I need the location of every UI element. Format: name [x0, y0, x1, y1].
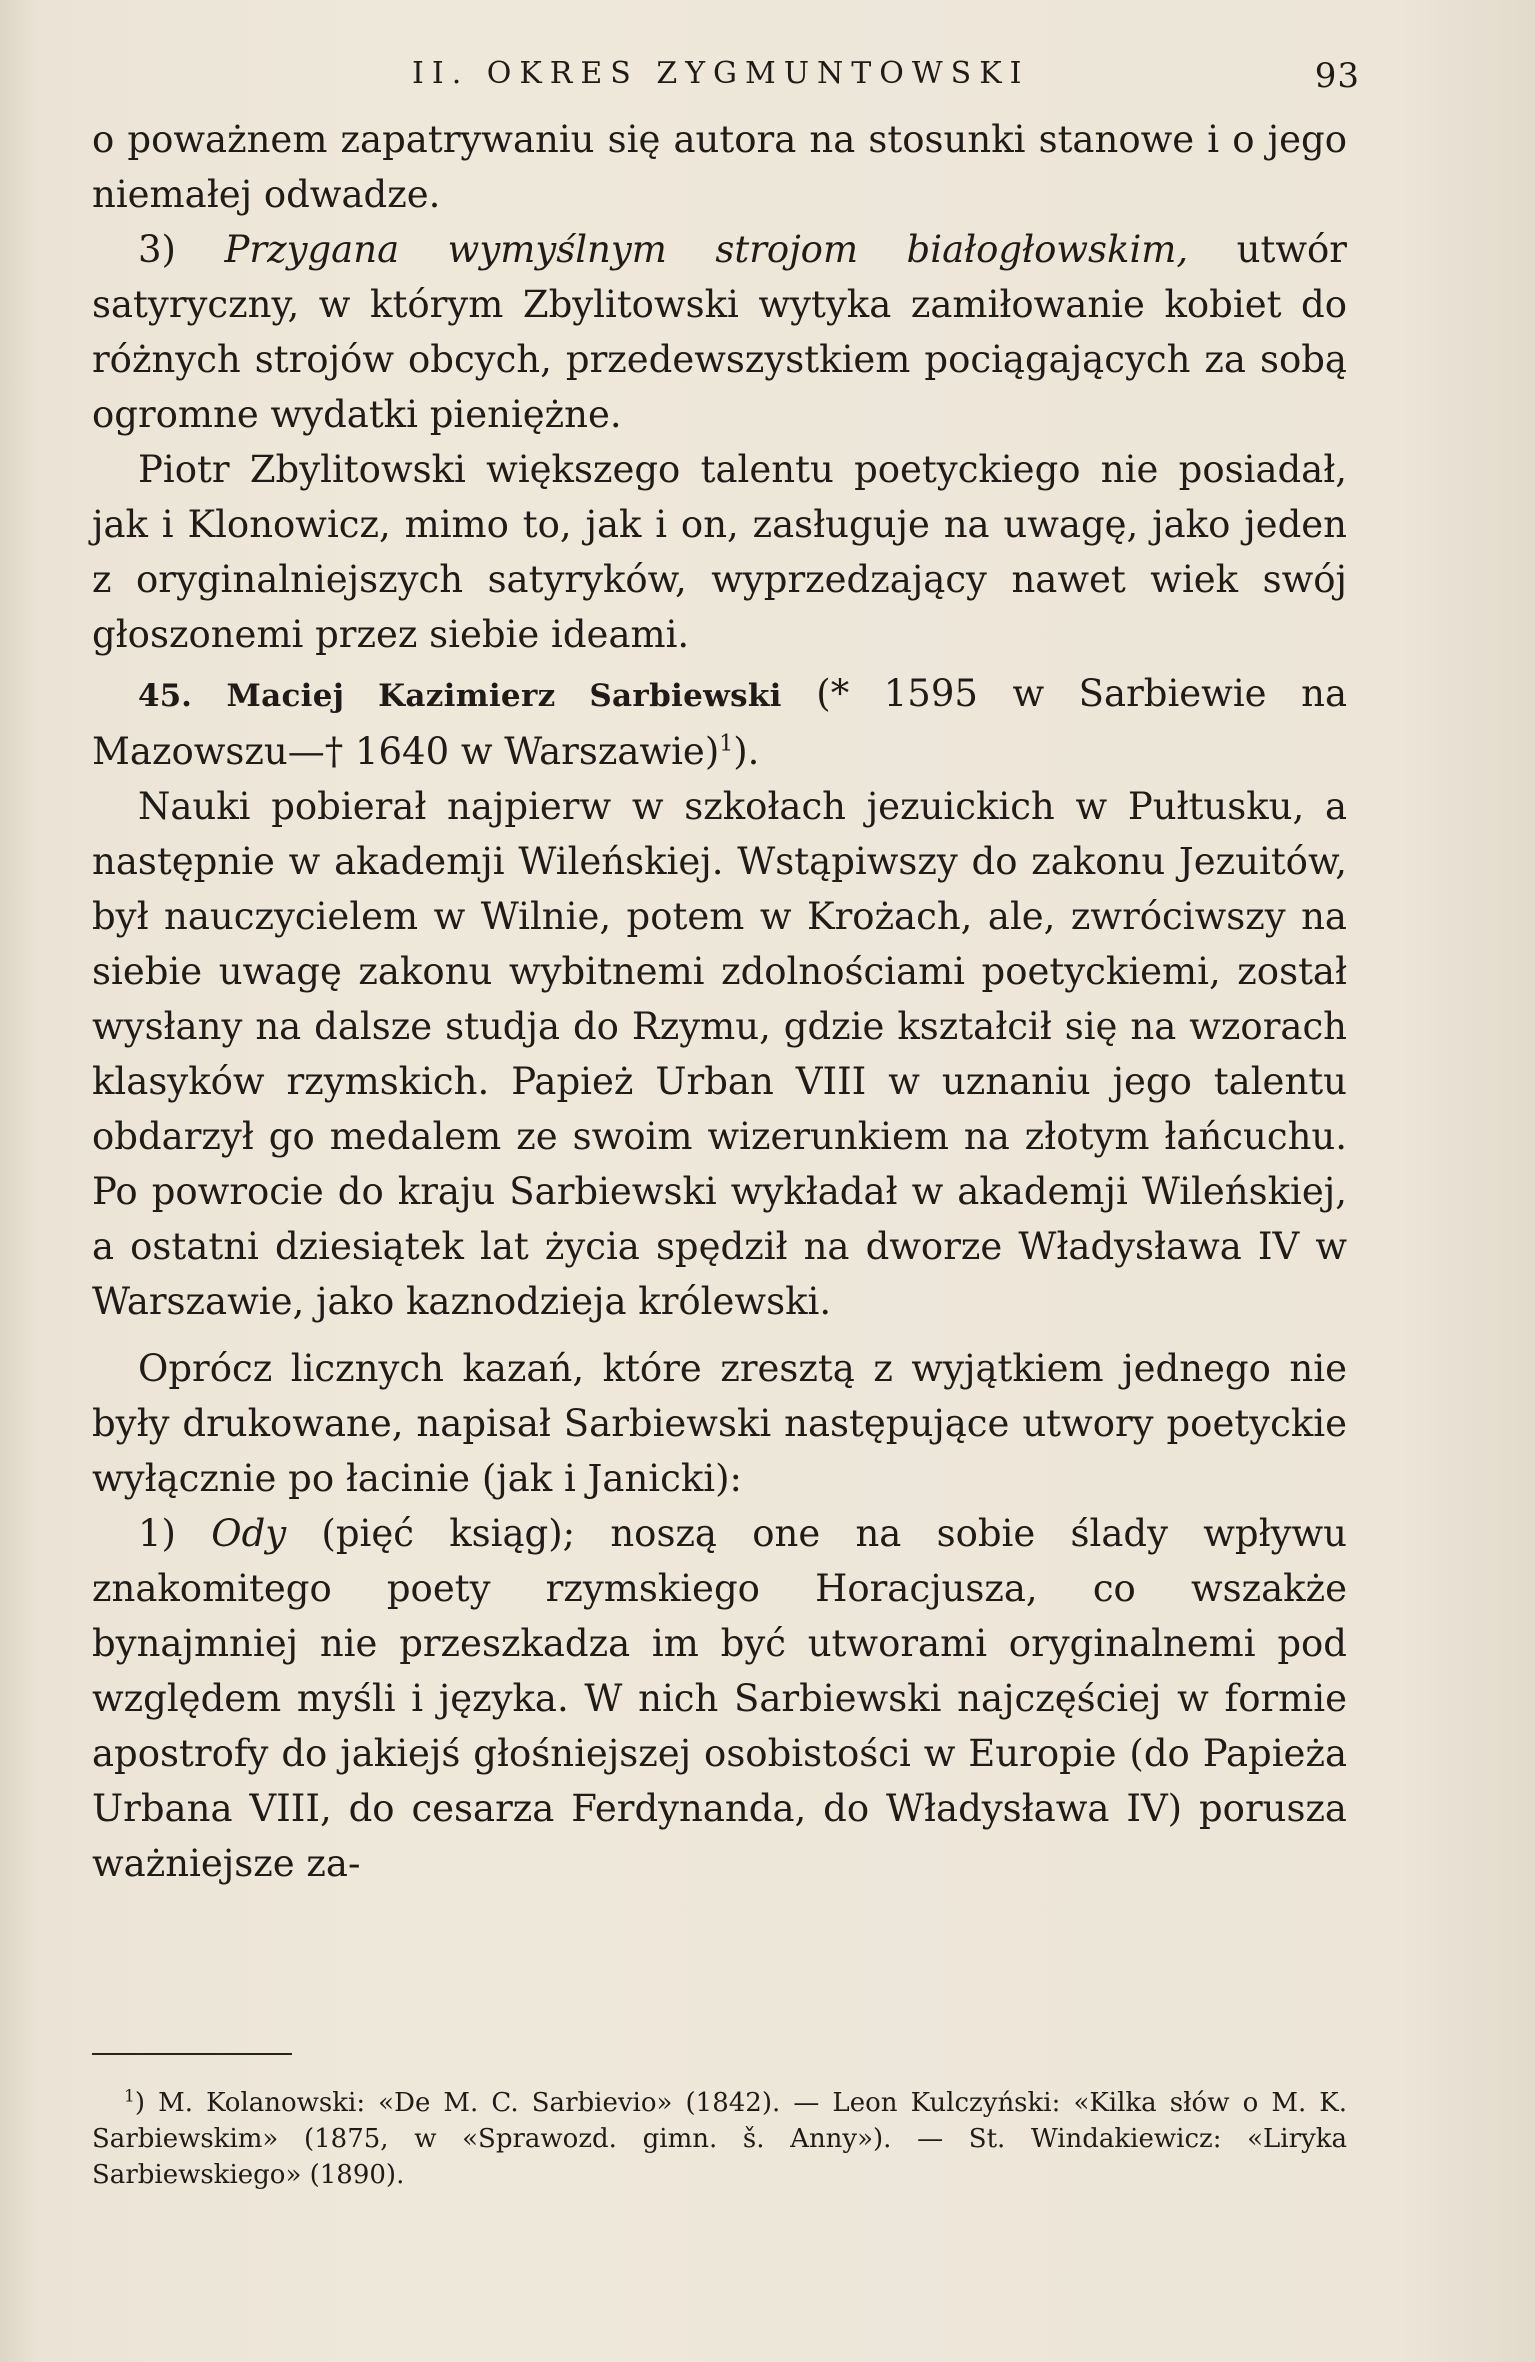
- work-title: Przygana wymyślnym strojom białogłowskim,: [224, 228, 1189, 271]
- section-name: Maciej Kazimierz Sarbiewski: [226, 678, 782, 714]
- paragraph-text: utwór satyryczny, w którym Zbylitowski wytyka zamiłowanie kobiet do różnych strojów obcych, przedewszystkiem pociągających za sobą ogromne wydatki pieniężne.: [92, 228, 1347, 436]
- section-number: 45.: [138, 678, 192, 714]
- footnote-rule: [92, 2053, 292, 2055]
- footnote-reference: 1: [719, 731, 734, 757]
- footnote-mark: 1: [124, 2086, 135, 2107]
- section-heading: [92, 666, 1347, 779]
- item-number: 1): [138, 1512, 176, 1555]
- page-number: 93: [1314, 56, 1360, 96]
- paragraph-ody: [92, 1506, 1347, 1891]
- paragraph-continuation: o poważnem zapatrywaniu się autora na stosunki stanowe i o jego niemałej odwadze.: [92, 118, 1347, 216]
- footnote-body: ) M. Kolanowski: «De M. C. Sarbievio» (1842). — Leon Kulczyński: «Kilka słów o M. K. Sarbiewskim» (1875, w «Sprawozd. gimn. š. Anny»). — St. Windakiewicz: «Liryka Sarbiewskiego» (1890).: [92, 2088, 1347, 2190]
- paragraph-zbylitowski: Piotr Zbylitowski większego talentu poetyckiego nie posiadał, jak i Klonowicz, mimo to, jak i on, zasługuje na uwagę, jako jeden z oryginalniejszych satyryków, wyprzedzający nawet wiek swój głoszonemi przez siebie ideami.: [92, 448, 1347, 656]
- body-text: [92, 112, 1347, 1891]
- paragraph-biography: Nauki pobierał najpierw w szkołach jezuickich w Pułtusku, a następnie w akademji Wileńskiej. Wstąpiwszy do zakonu Jezuitów, był nauczycielem w Wilnie, potem w Krożach, ale, zwróciwszy na siebie uwagę zakonu wybitnemi zdolnościami poetyckiemi, został wysłany na dalsze studja do Rzymu, gdzie kształcił się na wzorach klasyków rzymskich. Papież Urban VIII w uznaniu jego talentu obdarzył go medalem ze swoim wizerunkiem na złotym łańcuchu. Po powrocie do kraju Sarbiewski wykładał w akademji Wileńskiej, a ostatni dziesiątek lat życia spędził na dworze Władysława IV w Warszawie, jako kaznodzieja królewski.: [92, 785, 1347, 1323]
- paragraph-przygana: [92, 222, 1347, 442]
- work-title: Ody: [211, 1512, 287, 1555]
- section-dates: (* 1595 w Sarbiewie na Mazowszu—† 1640 w Warszawie): [92, 672, 1348, 773]
- section-heading-end: ).: [733, 730, 760, 773]
- footnote-text: [92, 2085, 1347, 2193]
- paragraph-works-intro: Oprócz licznych kazań, które zresztą z wyjątkiem jednego nie były drukowane, napisał Sarbiewski następujące utwory poetyckie wyłącznie po łacinie (jak i Janicki):: [92, 1347, 1347, 1500]
- footnote: [92, 2085, 1347, 2193]
- paragraph-text: (pięć ksiąg); noszą one na sobie ślady wpływu znakomitego poety rzymskiego Horacjusza, co wszakże bynajmniej nie przeszkadza im być utworami oryginalnemi pod względem myśli i języka. W nich Sarbiewski najczęściej w formie apostrofy do jakiejś głośniejszej osobistości w Europie (do Papieża Urbana VIII, do cesarza Ferdynanda, do Władysława IV) porusza ważniejsze za-: [92, 1512, 1347, 1885]
- running-head: II. OKRES ZYGMUNTOWSKI: [412, 56, 1030, 91]
- page-header: [412, 48, 1360, 98]
- item-number: 3): [138, 228, 176, 271]
